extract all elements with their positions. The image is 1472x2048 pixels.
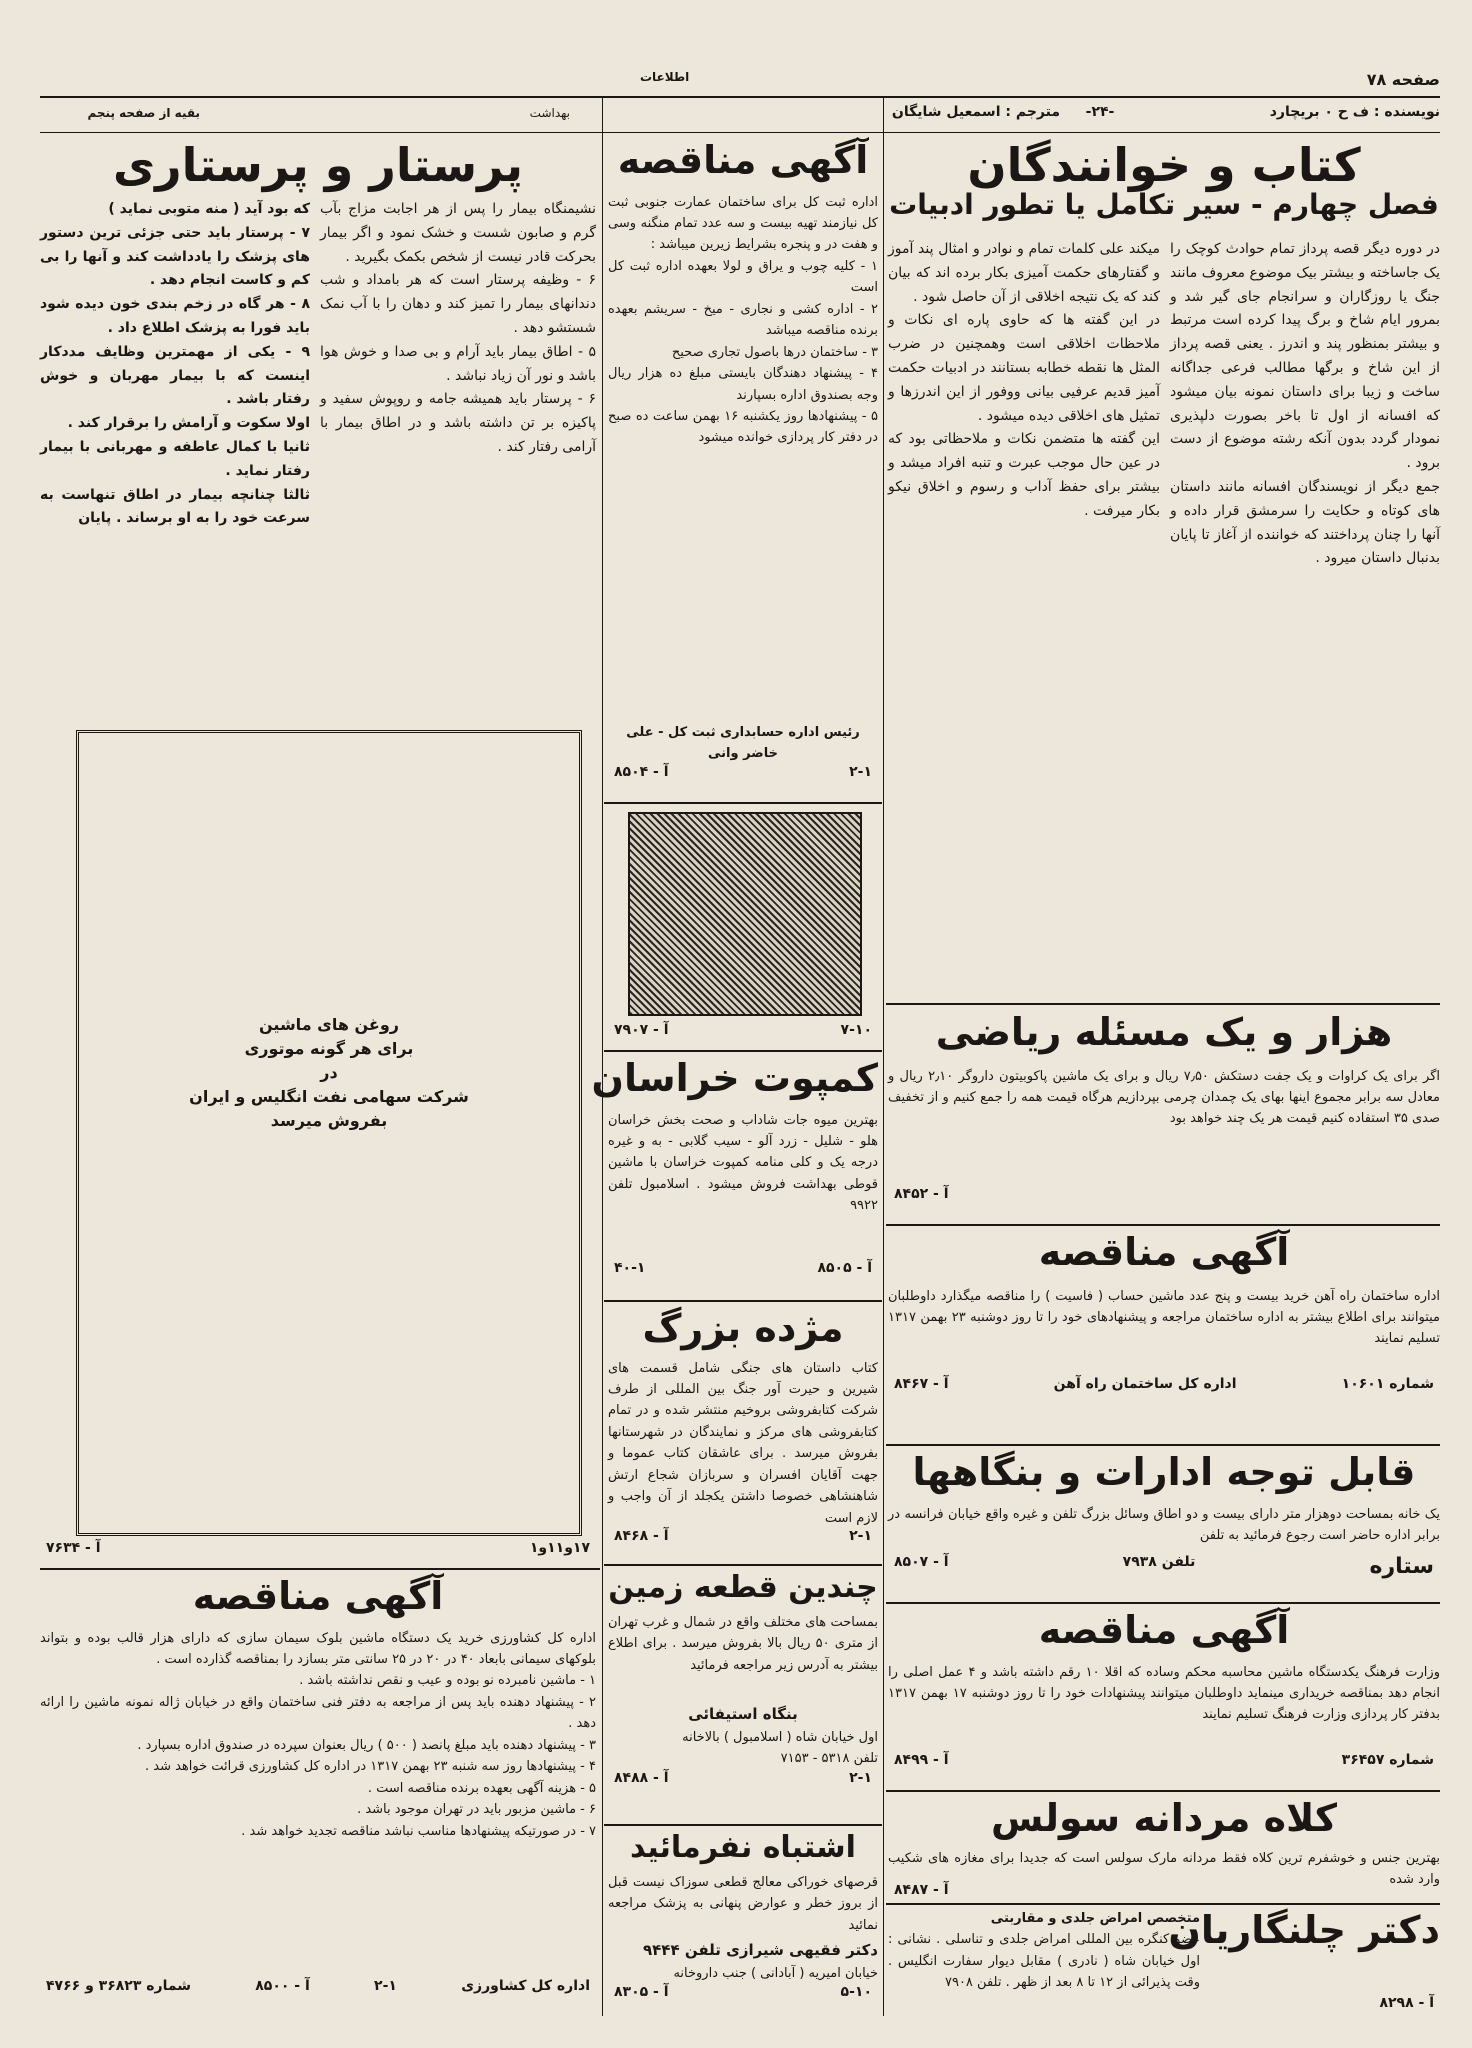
- land-title: چندین قطعه زمین: [608, 1570, 878, 1605]
- agri-tender-number: شماره ۳۶۸۲۳ و ۴۷۶۶: [46, 1977, 191, 1994]
- page-number: صفحه ۷۸: [1366, 70, 1440, 89]
- oil-edition: ۱۷و۱۱و۱: [529, 1540, 590, 1556]
- land-address: اول خیابان شاه ( اسلامبول ) بالاخانه: [682, 1729, 878, 1745]
- rail-tender-title: آگهی مناقصه: [1038, 1230, 1290, 1274]
- offices-body: یک خانه بمساحت دوهزار متر دارای بیست و دو اطاق وسائل بزرگ تلفن و غیره واقع خیابان فرانسه در برابر اداره حاضر است رجوع فرمائید به تلفن: [888, 1506, 1440, 1544]
- agri-tender-sign: اداره کل کشاورزی: [461, 1977, 590, 1994]
- nursing-column-a: نشیمنگاه بیمار را پس از هر اجابت مزاج بآب گرم و صابون شست و خشک نمود و اگر بیمار بحرکت قادر نیست از شخص بکمک بگیرید . ۶ - وظیفه پرستار است که هر بامداد و شب دندانهای بیمار را تمیز کند و دهان را با آب نمک شستشو دهد . ۵ - اطاق بیمار باید آرام و بی صدا و خوش هوا باشد و نور آن زیاد نباشد . ۶ - پرستار باید همیشه جامه و روپوش سفید و پاکیزه بر تن داشته باشد و در اطاق بیمار با آرامی رفتار کند .: [320, 201, 596, 455]
- land-edition: ۲-۱: [849, 1769, 872, 1786]
- books-end-rule: [886, 1003, 1440, 1005]
- compote-title: کمپوت خراسان: [591, 1056, 878, 1100]
- good-news-ref-line: [608, 1528, 878, 1544]
- math-ref-line: آ - ۸۴۵۲: [894, 1185, 949, 1202]
- offices-end-rule: [886, 1602, 1440, 1604]
- hats-ref: آ - ۸۴۸۷: [894, 1881, 949, 1898]
- hats-ad: [888, 1796, 1440, 1901]
- culture-end-rule: [886, 1790, 1440, 1792]
- nursing-title: پرستار و پرستاری: [112, 138, 524, 192]
- math-title: هزار و یک مسئله ریاضی: [935, 1010, 1393, 1054]
- culture-tender-ref-line: [888, 1752, 1440, 1768]
- good-news-ad: [608, 1306, 878, 1560]
- oil-line-2: برای هر گونه موتوری: [244, 1039, 414, 1058]
- doctor-body: عضو کنگره بین المللی امراض جلدی و تناسلی . نشانی : اول خیابان شاه ( نادری ) مقابل دیوار سفارت انگلیس . وقت پذیرائی از ۱۲ تا ۸ بعد از ظهر . تلفن ۷۹۰۸: [888, 1932, 1200, 1991]
- land-body: بمساحت های مختلف واقع در شمال و غرب تهران از متری ۵۰ ریال بالا بفروش میرسد . برای اطلاع بیشتر به آدرس زیر مراجعه فرمائید: [608, 1615, 878, 1673]
- compote-ad: [591, 1056, 878, 1296]
- oil-line-1: روغن های ماشین: [259, 1015, 399, 1034]
- doctor-ad: [888, 1908, 1440, 2018]
- land-phone: تلفن ۵۳۱۸ - ۷۱۵۳: [780, 1751, 878, 1767]
- oil-ad-frame: [76, 730, 582, 1536]
- offices-phone: تلفن ۷۹۳۸: [1122, 1553, 1196, 1570]
- decorative-ref: آ - ۷۹۰۷: [614, 1022, 669, 1038]
- column-rule-right: [883, 96, 884, 2016]
- math-end-rule: [886, 1224, 1440, 1226]
- oil-end-rule: [40, 1568, 600, 1570]
- rail-tender-number: شماره ۱۰۶۰۱: [1341, 1375, 1434, 1392]
- rail-tender-body: اداره ساختمان راه آهن خرید بیست و پنج عدد ماشین حساب ( فاسیت ) را مناقصه میگذارد داوطلبان میتوانند برای اطلاع بیشتر به اداره ساختمان مراجعه و پیشنهادهای خود را تا روز دوشنبه ۲۳ بهمن ۱۳۱۷ تسلیم نمایند: [888, 1288, 1440, 1347]
- building-tender-title: آگهی مناقصه: [617, 138, 869, 182]
- books-subtitle-block: [888, 188, 1440, 228]
- math-body: اگر برای یک کراوات و یک جفت دستکش ۷٫۵۰ ریال و برای یک ماشین پاکوبیتون داروگر ۲٫۱۰ ریال و معادل سه برابر مجموع اینها بهای یک چمدان چرمی بپردازیم هرگاه قیمت همه را جمع کنیم و از تخفیف صدی ۳۵ استفاده کنیم قیمت هر یک چند خواهد بود: [888, 1068, 1440, 1127]
- oil-ad-text: [79, 1013, 579, 1133]
- building-tender-ad: [608, 138, 878, 798]
- building-tender-ref-line: [608, 764, 878, 780]
- mistake-doctor: دکتر فقیهی شیرازی تلفن ۹۴۴۴: [643, 1941, 878, 1959]
- rail-tender-office: اداره کل ساختمان راه آهن: [1053, 1375, 1237, 1392]
- hats-title: کلاه مردانه سولس: [990, 1796, 1338, 1840]
- oil-ref: آ - ۷۶۳۴: [46, 1540, 101, 1556]
- mistake-address: خیابان امیریه ( آبادانی ) جنب داروخانه: [673, 1965, 878, 1981]
- newspaper-page: [40, 60, 1440, 2025]
- page-header: [40, 60, 1440, 100]
- decorative-ornament: [628, 812, 862, 1016]
- hats-ref-line: [888, 1882, 1440, 1898]
- offices-ad: [888, 1450, 1440, 1600]
- agri-tender-ref-line: [40, 1978, 596, 1994]
- rail-tender-ref: آ - ۸۴۶۷: [894, 1375, 949, 1392]
- building-tender-sign: رئیس اداره حسابداری ثبت کل - علی خاضر وانی: [626, 724, 860, 762]
- agri-tender-ref: آ - ۸۵۰۰: [255, 1977, 310, 1994]
- nursing-title-block: [40, 138, 596, 190]
- culture-tender-title: آگهی مناقصه: [1038, 1608, 1290, 1652]
- mistake-title: اشتباه نفرمائید: [630, 1830, 856, 1865]
- doctor-ref: آ - ۸۲۹۸: [1379, 1995, 1434, 2012]
- hats-body: بهترین جنس و خوشفرم ترین کلاه فقط مردانه مارک سولس است که جدیدا برای مغازه های شکیب وارد شده: [888, 1850, 1440, 1888]
- agri-tender-ad: [40, 1574, 596, 2014]
- building-tender-edition: ۲-۱: [849, 764, 872, 781]
- decorative-ad-refs: [608, 1022, 878, 1046]
- books-title: کتاب و خوانندگان: [967, 138, 1361, 192]
- agri-tender-body: اداره کل کشاورزی خرید یک دستگاه ماشین بلوک سیمان سازی که دارای هزار قالب بوده و بتواند بلوکهای سیمانی بابعاد ۴۰ در ۲۰ در ۲۵ سانتی متر بسازد را بمناقصه گذارده است . ۱ - ماشین نامبرده نو بوده و عیب و نقص نداشته باشد . ۲ - پیشنهاد دهنده باید پس از مراجعه به دفتر فنی ساختمان واقع در خیابان ژاله نمونه ماشین را ارائه دهد . ۳ - پیشنهاد دهنده باید مبلغ پانصد ( ۵۰۰ ) ریال بعنوان سپرده در صندوق اداره بسپارد . ۴ - پیشنهادها روز سه شنبه ۲۳ بهمن ۱۳۱۷ در اداره کل کشاورزی قرائت خواهد شد . ۵ - هزینه آگهی بعهده برنده مناقصه است . ۶ - ماشین مزبور باید در تهران موجود باشد . ۷ - در صورتیکه پیشنهادها مناسب نباشد مناقصه تجدید خواهد شد .: [40, 1630, 596, 1839]
- good-news-edition: ۲-۱: [849, 1527, 872, 1544]
- header-rule: [40, 96, 1440, 98]
- doctor-specialty: متخصص امراض جلدی و مقاربتی: [990, 1911, 1200, 1926]
- doctor-ref-line: [888, 1995, 1440, 2011]
- rail-tender-ad: [888, 1230, 1440, 1442]
- culture-tender-ad: [888, 1608, 1440, 1788]
- land-ref-line: [608, 1770, 878, 1786]
- agri-tender-title: آگهی مناقصه: [192, 1574, 444, 1618]
- building-end-rule: [604, 802, 882, 804]
- compote-body: بهترین میوه جات شاداب و صحت بخش خراسان هلو - شلیل - زرد آلو - سیب گلابی - به و غیره درجه یک و کلی منامه کمپوت خراسان با ماشین قوطی بهداشت فروش میشود . اسلامبول تلفن ۹۹۲۲: [608, 1112, 878, 1214]
- compote-edition: ۴۰-۱: [614, 1259, 646, 1276]
- good-news-title: مژده بزرگ: [642, 1306, 844, 1350]
- land-end-rule: [604, 1824, 882, 1826]
- land-ref: آ - ۸۴۸۸: [614, 1769, 669, 1786]
- author-line: نویسنده : ف ح ۰ بریچارد: [1269, 104, 1440, 120]
- mistake-ref-line: [608, 1984, 878, 2000]
- oil-line-3: در: [320, 1063, 338, 1082]
- offices-ref-line: [888, 1554, 1440, 1579]
- mistake-edition: ۵-۱۰: [840, 1984, 872, 2001]
- oil-ref-row: [40, 1540, 596, 1564]
- compote-ref-line: [608, 1260, 878, 1276]
- compote-ref: آ - ۸۵۰۵: [817, 1259, 872, 1276]
- land-agency: بنگاه استیفائی: [688, 1705, 798, 1723]
- good-news-ref: آ - ۸۴۶۸: [614, 1527, 669, 1544]
- books-column-a: در دوره دیگر قصه پرداز تمام حوادث کوچک را یک جاساخته و بیشتر بیک موضوع معروف مانند جنگ یا روزگاران و سرانجام جای گیر شد و بمرور ایام شاخ و برگ پیدا کرده است مرتبط و بیشتر بمنظور پند و اندرز . یعنی قصه پرداز از این شاخ و برگها مطالب فرعی جداگانه ساخت و زیبا برای داستان نمونه بیان میشود که افسانه از اول تا باخر بصورت دلپذیری نمودار گردد بدون آنکه رشته موضوع از دست برود . جمع دیگر از نویسندگان افسانه مانند داستان های کوتاه و حکایت را سرمشق قرار داده و آنها را چنان پرداختند که خواننده از آغاز تا پایان بدنبال داستان میرود .: [1170, 241, 1440, 567]
- continued-note: بقیه از صفحه پنجم: [87, 106, 200, 120]
- good-news-body: کتاب داستان های جنگی شامل قسمت های شیرین و حیرت آور جنگ بین المللی از طرف شرکت کتابفروشی بروخیم منتشر شده و در تمام کتابفروشی های مرکز و نمایندگان در شهرستانها بفروش میرسد . برای عاشقان کتاب عموما و جهت آقایان افسران و سربازان شجاع ارتش شاهنشاهی خصوصا داشتن یکجلد از آن واجب و لازم است: [608, 1360, 878, 1526]
- rail-end-rule: [886, 1444, 1440, 1446]
- rail-tender-ref-line: [888, 1376, 1440, 1392]
- culture-tender-body: وزارت فرهنگ یکدستگاه ماشین محاسبه محکم وساده که اقلا ۱۰ رقم داشته باشد و ۴ عمل اصلی را انجام دهد بمناقصه خریداری مینماید داوطلبان میتوانند پیشنهادات خود را تا روز دوشنبه ۱۷ بهمن ۱۳۱۷ بدفتر کار پردازی وزارت فرهنگ تسلیم نمایند: [888, 1664, 1440, 1723]
- hats-end-rule: [886, 1903, 1440, 1905]
- serial-number: -۲۴-: [1085, 104, 1115, 120]
- offices-title: قابل توجه ادارات و بنگاهها: [912, 1450, 1416, 1494]
- compote-end-rule: [604, 1300, 882, 1302]
- newspaper-name: اطلاعات: [640, 70, 690, 84]
- subheader-rule: [40, 132, 1440, 133]
- agri-tender-edition: ۲-۱: [374, 1977, 397, 1994]
- decorative-edition: ۷-۱۰: [840, 1022, 872, 1038]
- books-subtitle: فصل چهارم - سیر تکامل یا تطور ادبیات: [889, 188, 1439, 221]
- books-title-block: [888, 138, 1440, 192]
- mistake-body: قرصهای خوراکی معالج قطعی سوزاک نیست قبل از بروز خطر و عوارض پنهانی به پزشک مراجعه نمائید: [608, 1875, 878, 1933]
- offices-phone-label: ستاره: [1369, 1553, 1434, 1579]
- building-tender-ref: آ - ۸۵۰۴: [614, 764, 669, 781]
- culture-tender-ref: آ - ۸۴۹۹: [894, 1751, 949, 1768]
- books-column-b: میکند علی کلمات تمام و نوادر و امثال پند آموز و گفتارهای حکمت آمیزی بکار برده اند که بیان کند که یک نتیجه اخلاقی از آن حاصل شود . در این گفته ها که حاوی پاره ای نکات و ملاحظات اخلاقی است وهمچنین در ضرب المثل ها نقطه خطابه بستانند در ادبیات حکمت آمیز قدیم عرفیی بیانی ووفور از این اندرزها و تمثیل های اخلاقی دیده میشود . این گفته ها متضمن نکات و ملاحظاتی بود که در عین حال موجب عبرت و تنبه افراد میشد و بیشتر برای حفظ آداب و رسوم و اخلاق نیکو بکار میرفت .: [888, 241, 1160, 519]
- mistake-ref: آ - ۸۳۰۵: [614, 1984, 669, 2001]
- mistake-ad: [608, 1830, 878, 2020]
- land-ad: [608, 1570, 878, 1820]
- building-tender-body: اداره ثبت کل برای ساختمان عمارت جنوبی ثبت کل نیازمند تهیه بیست و سه عدد تمام منگنه وسی و هفت در و پنجره بشرایط زیرین میباشد : ۱ - کلیه چوب و یراق و لولا بعهده اداره ثبت کل است ۲ - اداره کشی و نجاری - میخ - سریشم بعهده برنده مناقصه میباشد ۳ - ساختمان درها باصول تجاری صحیح ۴ - پیشنهاد دهندگان بایستی مبلغ ده هزار ریال وجه بصندوق اداره بسپارند ۵ - پیشنهادها روز یکشنبه ۱۶ بهمن ساعت ده صبح در دفتر کار پردازی خوانده میشود: [608, 194, 878, 446]
- nursing-column-b: که بود آید ( منه متوبی نماید ) ۷ - پرستار باید حتی جزئی ترین دستور های پزشک را یادداشت کند و آنها را بی کم و کاست انجام دهد . ۸ - هر گاه در زخم بندی خون دیده شود باید فورا به پزشک اطلاع داد . ۹ - یکی از مهمترین وظایف مددکار اینست که با بیمار مهربان و خوش رفتار باشد . اولا سکوت و آرامش را برقرار کند . ثانیا با کمال عاطفه و مهربانی با بیمار رفتار نماید . ثالثا چنانچه بیمار در اطاق تنهاست به سرعت خود را به او برساند . پایان: [40, 201, 310, 527]
- culture-tender-number: شماره ۳۶۴۵۷: [1341, 1751, 1434, 1768]
- deco-end-rule: [604, 1050, 882, 1052]
- oil-line-4: شرکت سهامی نفت انگلیس و ایران: [189, 1087, 469, 1106]
- section-label: بهداشت: [529, 106, 570, 120]
- math-ad: [888, 1010, 1440, 1222]
- oil-line-5: بفروش میرسد: [270, 1111, 388, 1130]
- offices-ref: آ - ۸۵۰۷: [894, 1553, 949, 1570]
- good-news-end-rule: [604, 1564, 882, 1566]
- doctor-name: دکتر چلنگاریان: [1168, 1908, 1440, 1952]
- translator-line: مترجم : اسمعیل شایگان: [891, 104, 1060, 120]
